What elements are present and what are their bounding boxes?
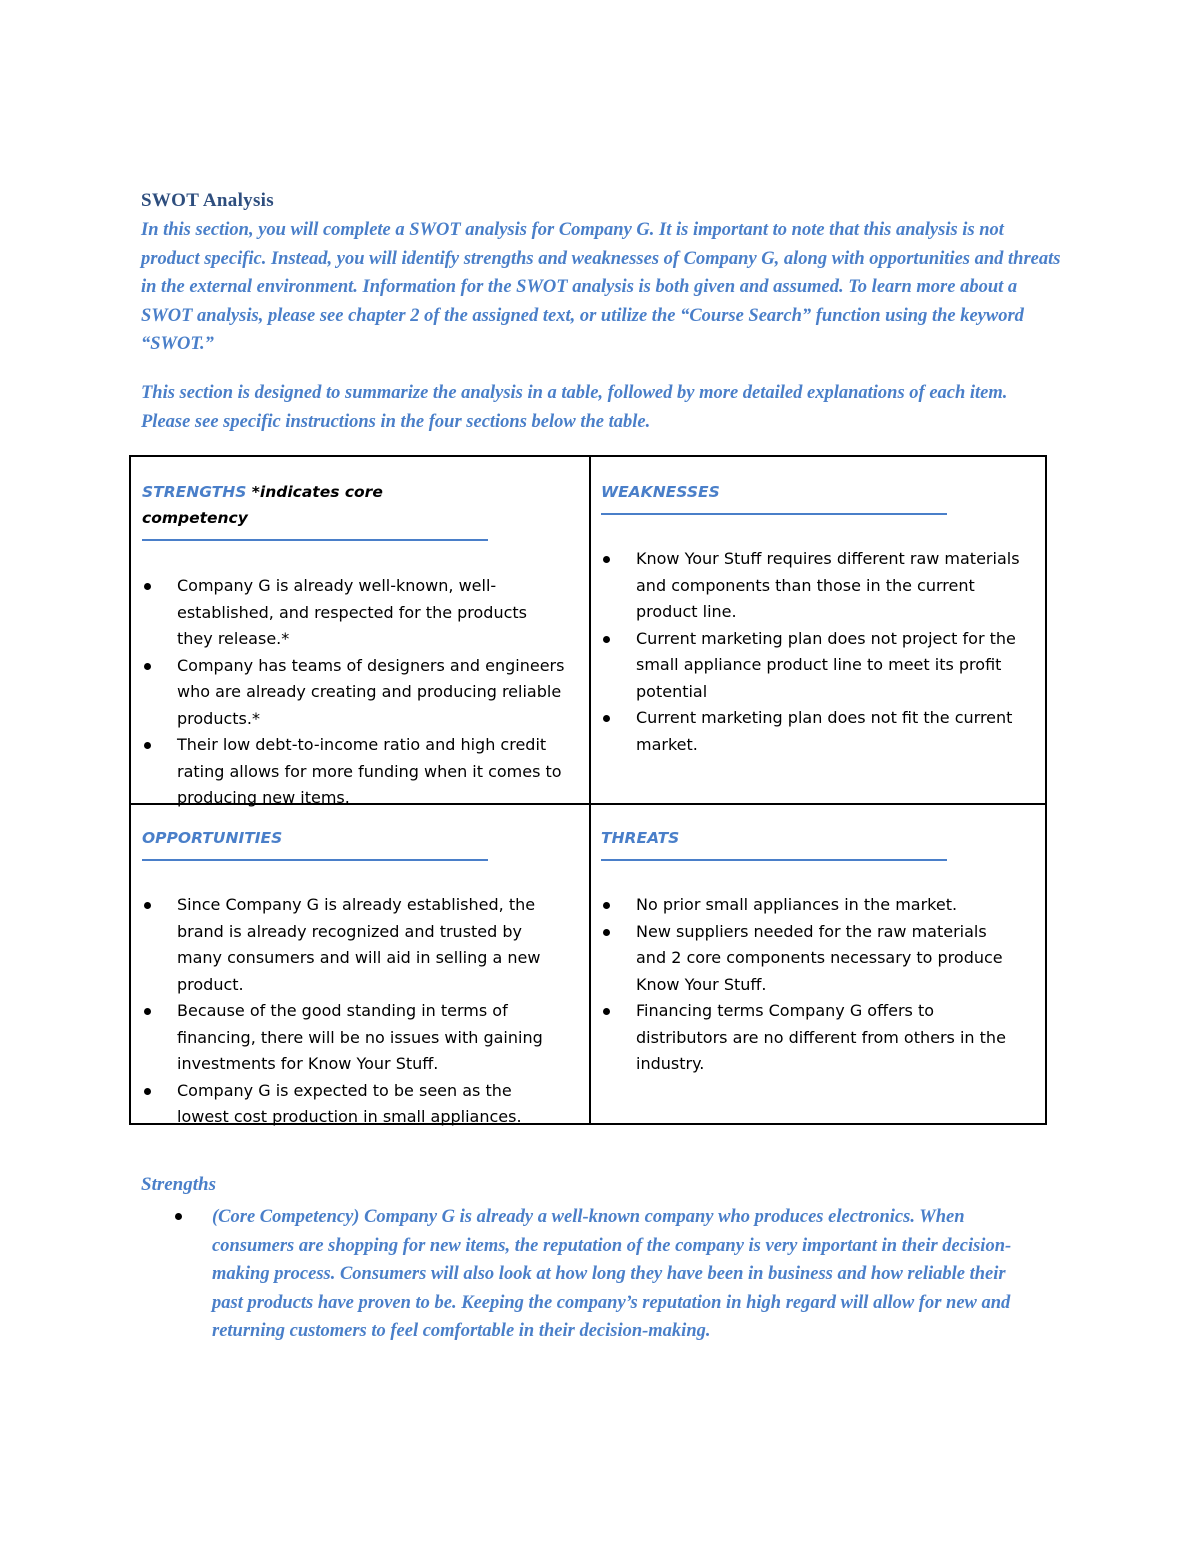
strengths-section-title: Strengths	[141, 1174, 216, 1195]
bullet-icon	[144, 663, 151, 670]
threats-list	[601, 892, 1021, 1078]
heading-underline	[601, 859, 947, 861]
list-item: Current marketing plan does not fit the current market.	[601, 705, 1021, 758]
table-vertical-divider	[589, 457, 591, 1123]
opportunities-cell	[142, 825, 580, 1131]
bullet-icon	[144, 583, 151, 590]
threats-heading: THREATS	[601, 829, 680, 847]
bullet-icon	[144, 742, 151, 749]
list-item: (Core Competency) Company G is already a well-known company who produces electronics. When consumers are shopping for new items, the reputation of the company is very important in their decision-making process. Consumers will also look at how long they have been in business and how reliable their past products have proven to be. Keeping the company’s reputation in high regard will allow for new and returning customers to feel comfortable in their decision-making.	[171, 1203, 1041, 1346]
page-title: SWOT Analysis	[141, 190, 274, 211]
bullet-icon	[603, 902, 610, 909]
bullet-icon	[144, 1008, 151, 1015]
bullet-icon	[144, 1088, 151, 1095]
bullet-icon	[144, 902, 151, 909]
bullet-icon	[175, 1213, 182, 1220]
bullet-icon	[603, 715, 610, 722]
list-item: Because of the good standing in terms of financing, there will be no issues with gaining investments for Know Your Stuff.	[142, 998, 552, 1078]
list-item: Company G is already well-known, well-established, and respected for the products they release.*	[142, 573, 567, 653]
strengths-label: STRENGTHS	[142, 483, 247, 501]
heading-underline	[142, 539, 488, 541]
list-item: New suppliers needed for the raw materials and 2 core components necessary to produce Know Your Stuff.	[601, 919, 1021, 999]
bullet-icon	[603, 636, 610, 643]
list-item: No prior small appliances in the market.	[601, 892, 1021, 919]
bullet-icon	[603, 1008, 610, 1015]
core-competency-note: *indicates core competency	[142, 483, 383, 527]
intro-paragraph-1: In this section, you will complete a SWOT analysis for Company G. It is important to note that this analysis is not product specific. Instead, you will identify strengths and weaknesses of Company G, along with opportunities and threats in the external environment. Information for the SWOT analysis is both given and assumed. To learn more about a SWOT analysis, please see chapter 2 of the assigned text, or utilize the “Course Search” function using the keyword “SWOT.”	[141, 220, 1061, 354]
threats-cell	[601, 825, 1039, 1078]
heading-underline	[601, 513, 947, 515]
strengths-list	[142, 573, 567, 812]
weaknesses-cell	[601, 479, 1039, 758]
heading-underline	[142, 859, 488, 861]
intro-paragraph-2: This section is designed to summarize the analysis in a table, followed by more detailed explanations of each item. Please see specific instructions in the four sections below the table.	[141, 383, 1008, 432]
list-item: Company has teams of designers and engineers who are already creating and producing reliable products.*	[142, 653, 567, 733]
strengths-section-list	[171, 1203, 1041, 1346]
bullet-icon	[603, 929, 610, 936]
weaknesses-heading: WEAKNESSES	[601, 483, 720, 501]
list-item: Company G is expected to be seen as the lowest cost production in small appliances.	[142, 1078, 552, 1131]
list-item: Current marketing plan does not project for the small appliance product line to meet its profit potential	[601, 626, 1021, 706]
list-item: Their low debt-to-income ratio and high credit rating allows for more funding when it comes to producing new items.	[142, 732, 567, 812]
opportunities-heading: OPPORTUNITIES	[142, 829, 283, 847]
list-item: Know Your Stuff requires different raw materials and components than those in the current product line.	[601, 546, 1021, 626]
strengths-cell	[142, 479, 580, 812]
weaknesses-list	[601, 546, 1021, 758]
list-item: Financing terms Company G offers to distributors are no different from others in the industry.	[601, 998, 1021, 1078]
opportunities-list	[142, 892, 552, 1131]
swot-table	[129, 455, 1047, 1125]
strengths-heading	[142, 479, 487, 531]
list-item: Since Company G is already established, the brand is already recognized and trusted by many consumers and will aid in selling a new product.	[142, 892, 552, 998]
bullet-icon	[603, 556, 610, 563]
